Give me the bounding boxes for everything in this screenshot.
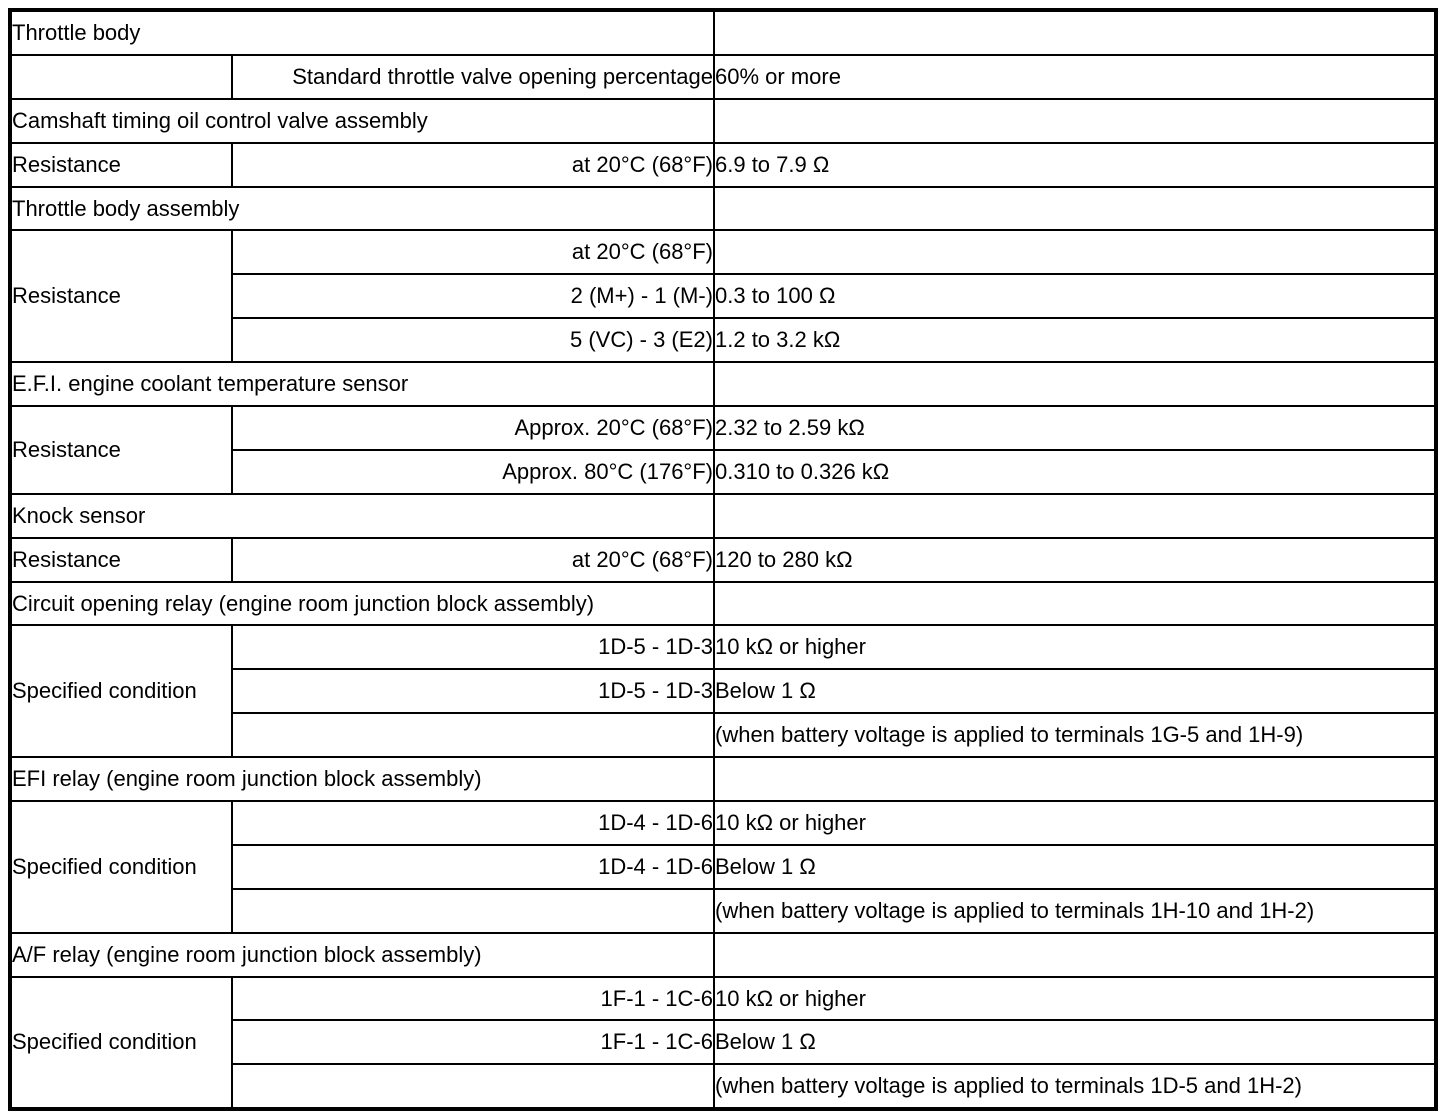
param-label: Specified condition (10, 977, 232, 1110)
value-cell: 60% or more (714, 55, 1436, 99)
section-row (10, 187, 1436, 231)
value-cell (714, 362, 1436, 406)
value-cell: (when battery voltage is applied to terminals 1H-10 and 1H-2) (714, 889, 1436, 933)
section-label: Camshaft timing oil control valve assembly (10, 99, 714, 143)
section-label: Throttle body assembly (10, 187, 714, 231)
condition-cell (232, 713, 714, 757)
condition-cell: Approx. 80°C (176°F) (232, 450, 714, 494)
data-row (10, 230, 1436, 274)
value-cell: 6.9 to 7.9 Ω (714, 143, 1436, 187)
spec-table (8, 8, 1438, 1111)
value-cell (714, 230, 1436, 274)
condition-cell: 2 (M+) - 1 (M-) (232, 274, 714, 318)
value-cell (714, 757, 1436, 801)
data-row (10, 625, 1436, 669)
value-cell: (when battery voltage is applied to terminals 1G-5 and 1H-9) (714, 713, 1436, 757)
value-cell: 10 kΩ or higher (714, 977, 1436, 1021)
section-label: Circuit opening relay (engine room junction block assembly) (10, 582, 714, 626)
param-label: Specified condition (10, 625, 232, 757)
data-row (10, 406, 1436, 450)
value-cell: (when battery voltage is applied to terminals 1D-5 and 1H-2) (714, 1064, 1436, 1109)
condition-cell: 1D-5 - 1D-3 (232, 669, 714, 713)
value-cell: Below 1 Ω (714, 669, 1436, 713)
section-row (10, 362, 1436, 406)
value-cell: 120 to 280 kΩ (714, 538, 1436, 582)
condition-cell: 1F-1 - 1C-6 (232, 1020, 714, 1064)
data-row (10, 538, 1436, 582)
condition-cell: 1D-5 - 1D-3 (232, 625, 714, 669)
section-row (10, 494, 1436, 538)
value-cell (714, 99, 1436, 143)
section-label: Knock sensor (10, 494, 714, 538)
section-label: E.F.I. engine coolant temperature sensor (10, 362, 714, 406)
value-cell: 2.32 to 2.59 kΩ (714, 406, 1436, 450)
value-cell: 1.2 to 3.2 kΩ (714, 318, 1436, 362)
data-row (10, 977, 1436, 1021)
param-label: Specified condition (10, 801, 232, 933)
value-cell: Below 1 Ω (714, 845, 1436, 889)
value-cell (714, 933, 1436, 977)
data-row (10, 55, 1436, 99)
section-row (10, 933, 1436, 977)
param-label: Resistance (10, 143, 232, 187)
condition-cell: 1D-4 - 1D-6 (232, 801, 714, 845)
condition-cell: 5 (VC) - 3 (E2) (232, 318, 714, 362)
param-label: Resistance (10, 406, 232, 494)
condition-cell: at 20°C (68°F) (232, 538, 714, 582)
section-row (10, 757, 1436, 801)
section-row (10, 582, 1436, 626)
value-cell: 0.3 to 100 Ω (714, 274, 1436, 318)
section-row (10, 99, 1436, 143)
section-label: Throttle body (10, 10, 714, 55)
param-label: Resistance (10, 538, 232, 582)
value-cell: 10 kΩ or higher (714, 801, 1436, 845)
value-cell (714, 582, 1436, 626)
value-cell: 10 kΩ or higher (714, 625, 1436, 669)
condition-cell (232, 1064, 714, 1109)
condition-cell: 1D-4 - 1D-6 (232, 845, 714, 889)
value-cell (714, 10, 1436, 55)
data-row (10, 143, 1436, 187)
section-row (10, 10, 1436, 55)
data-row (10, 801, 1436, 845)
value-cell (714, 494, 1436, 538)
condition-cell: at 20°C (68°F) (232, 230, 714, 274)
value-cell: Below 1 Ω (714, 1020, 1436, 1064)
condition-cell: Standard throttle valve opening percentage (232, 55, 714, 99)
condition-cell: 1F-1 - 1C-6 (232, 977, 714, 1021)
condition-cell (232, 889, 714, 933)
section-label: EFI relay (engine room junction block assembly) (10, 757, 714, 801)
value-cell (714, 187, 1436, 231)
value-cell: 0.310 to 0.326 kΩ (714, 450, 1436, 494)
param-label: Resistance (10, 230, 232, 362)
condition-cell: at 20°C (68°F) (232, 143, 714, 187)
section-label: A/F relay (engine room junction block assembly) (10, 933, 714, 977)
condition-cell: Approx. 20°C (68°F) (232, 406, 714, 450)
param-label (10, 55, 232, 99)
